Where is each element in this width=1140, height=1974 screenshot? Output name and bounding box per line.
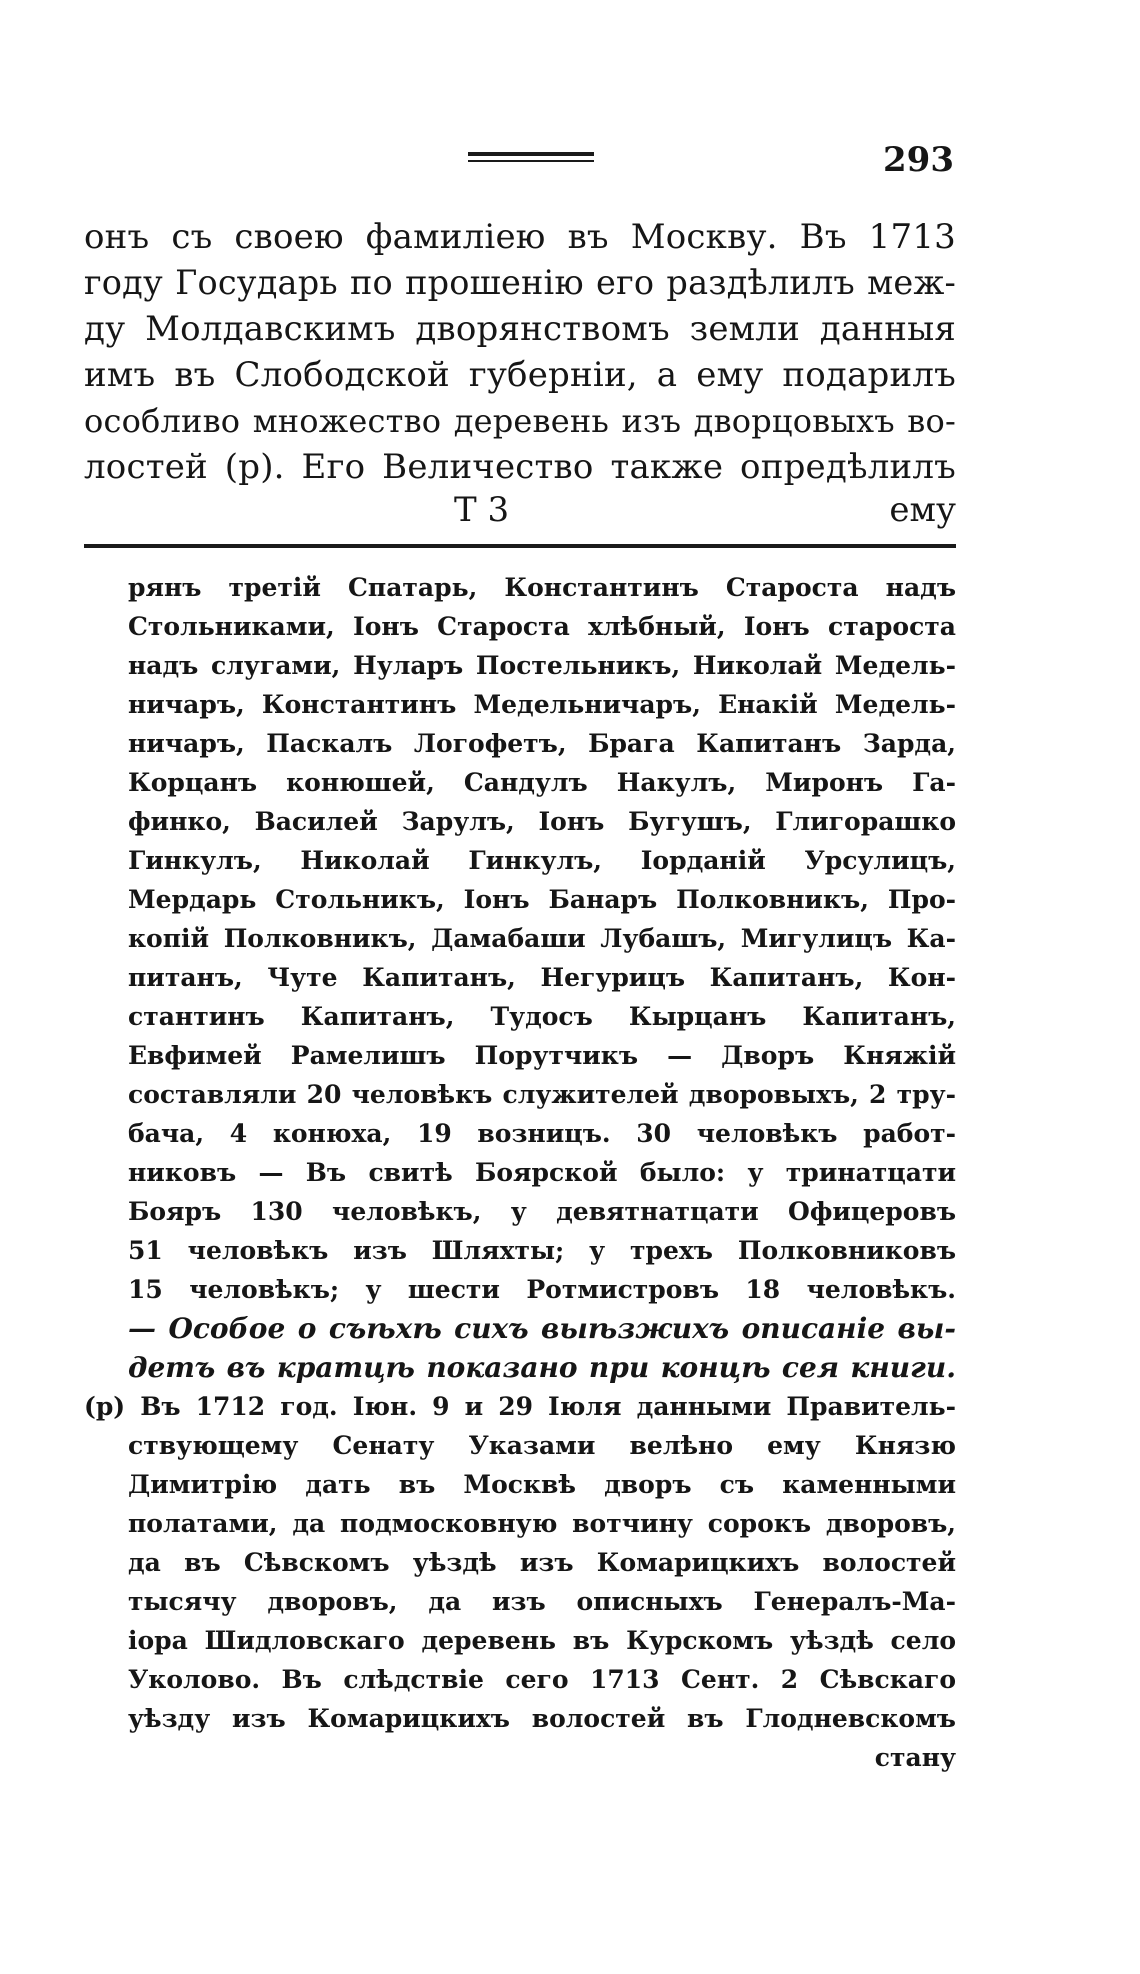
note-line: бача, 4 конюха, 19 возницъ. 30 человѣкъ работ- (128, 1119, 956, 1148)
footnote-line: уѣзду изъ Комарицкихъ волостей въ Глодневскомъ (128, 1704, 956, 1733)
note-line: Корцанъ конюшей, Сандулъ Накулъ, Миронъ Га- (128, 768, 956, 797)
signature-mark: Т 3 (454, 490, 510, 530)
catchword: ему (889, 490, 956, 530)
signature-line (84, 490, 956, 536)
note-line: 15 человѣкъ; у шести Ротмистровъ 18 человѣкъ. (128, 1275, 956, 1304)
text-line: имъ въ Слободской губерніи, а ему подарилъ (84, 355, 956, 395)
note-line: ничаръ, Константинъ Медельничаръ, Енакій Медель- (128, 690, 956, 719)
note-line: Гинкулъ, Николай Гинкулъ, Іорданій Урсулицъ, (128, 846, 956, 875)
footnote-line: ствующему Сенату Указами велѣно ему Князю (128, 1431, 956, 1460)
text-line: онъ съ своею фамиліею въ Москву. Въ 1713 (84, 217, 956, 257)
note-line: 51 человѣкъ изъ Шляхты; у трехъ Полковниковъ (128, 1236, 956, 1265)
footnote-line: полатами, да подмосковную вотчину сорокъ дворовъ, (128, 1509, 956, 1538)
note-line: — Особое о съѣхѣ сихъ выѣзжихъ описаніе вы- (128, 1312, 956, 1345)
note-line: финко, Василей Зарулъ, Іонъ Бугушъ, Глигорашко (128, 807, 956, 836)
footnote-line: Уколово. Въ слѣдствіе сего 1713 Сент. 2 Сѣвскаго (128, 1665, 956, 1694)
footnote-line: Димитрію дать въ Москвѣ дворъ съ каменными (128, 1470, 956, 1499)
footnote-line: (р) Въ 1712 год. Іюн. 9 и 29 Іюля данными Правитель- (84, 1392, 956, 1421)
notes-text-block (84, 568, 956, 1777)
text-line: году Государь по прошенію его раздѣлилъ меж- (84, 263, 956, 302)
note-line: Бояръ 130 человѣкъ, у девятнатцати Офицеровъ (128, 1197, 956, 1226)
text-line: особливо множество деревень изъ дворцовыхъ во- (84, 402, 956, 440)
note-line: рянъ третій Спатарь, Константинъ Староста надъ (128, 573, 956, 602)
text-line: лостей (р). Его Величество также опредѣлилъ (84, 447, 956, 487)
note-line: надъ слугами, Нуларъ Постельникъ, Николай Медель- (128, 651, 956, 680)
text-line: ду Молдавскимъ дворянствомъ земли данныя (84, 309, 956, 349)
footnote-catchword: стану (874, 1743, 956, 1772)
footnote-rule (84, 544, 956, 548)
note-line: Мердарь Стольникъ, Іонъ Банаръ Полковникъ, Про- (128, 885, 956, 914)
note-line: копій Полковникъ, Дамабаши Лубашъ, Мигулицъ Ка- (128, 924, 956, 953)
note-line: никовъ — Въ свитѣ Боярской было: у тринатцати (128, 1158, 956, 1187)
note-line: детъ въ кратцѣ показано при концѣ сея книги. (128, 1351, 956, 1384)
note-line: Стольниками, Іонъ Староста хлѣбный, Іонъ староста (128, 612, 956, 641)
main-text-block (84, 214, 956, 490)
note-line: питанъ, Чуте Капитанъ, Негурицъ Капитанъ, Кон- (128, 963, 956, 992)
note-line: составляли 20 человѣкъ служителей дворовыхъ, 2 тру- (128, 1080, 956, 1109)
note-line: Евфимей Рамелишъ Порутчикъ — Дворъ Княжій (128, 1041, 956, 1070)
header-rule (468, 152, 594, 162)
footnote-line: тысячу дворовъ, да изъ описныхъ Генералъ-Ма- (128, 1587, 956, 1616)
footnote-line: да въ Сѣвскомъ уѣздѣ изъ Комарицкихъ волостей (128, 1548, 956, 1577)
note-line: стантинъ Капитанъ, Тудосъ Кырцанъ Капитанъ, (128, 1002, 956, 1031)
page-number: 293 (883, 140, 954, 180)
footnote-line: іора Шидловскаго деревень въ Курскомъ уѣздѣ село (128, 1626, 956, 1655)
note-line: ничаръ, Паскалъ Логофетъ, Брага Капитанъ Зарда, (128, 729, 956, 758)
